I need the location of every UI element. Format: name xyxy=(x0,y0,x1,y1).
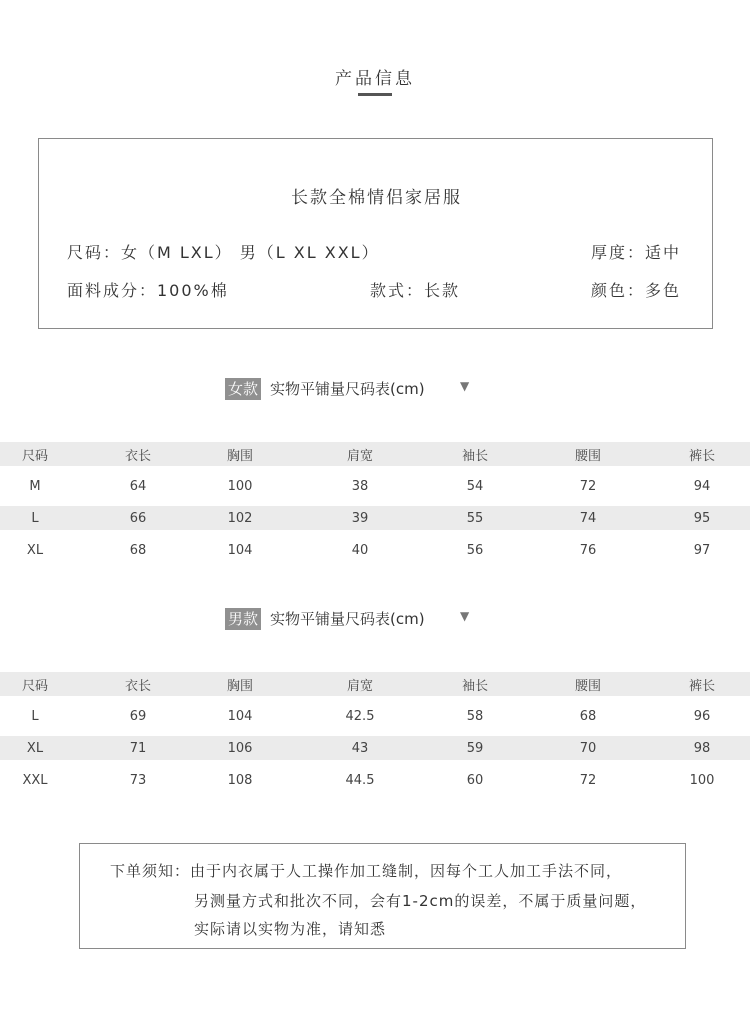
table-cell: XL xyxy=(26,542,44,558)
table-cell: M xyxy=(29,478,41,494)
table-cell: 100 xyxy=(227,478,253,494)
thickness-info: 厚度：适中 xyxy=(591,243,682,262)
product-info-box xyxy=(38,138,713,329)
men-chart-title: 实物平铺量尺码表(cm) xyxy=(270,610,425,628)
table-cell: 104 xyxy=(227,708,253,724)
notice-line-2: 另测量方式和批次不同，会有1-2cm的误差，不属于质量问题， xyxy=(194,892,647,910)
women-size-chart-heading xyxy=(0,378,750,402)
column-header: 肩宽 xyxy=(346,448,373,464)
table-cell: 71 xyxy=(129,740,147,756)
table-cell: 64 xyxy=(129,478,147,494)
table-cell: 68 xyxy=(129,542,147,558)
table-cell: 106 xyxy=(227,740,253,756)
table-cell: 100 xyxy=(689,772,715,788)
size-info: 尺码：女（M LXL） 男（L XL XXL） xyxy=(67,243,380,262)
table-cell: 56 xyxy=(466,542,484,558)
column-header: 胸围 xyxy=(226,448,253,464)
table-cell: 38 xyxy=(351,478,369,494)
column-header: 袖长 xyxy=(461,678,488,694)
column-header: 裤长 xyxy=(688,448,715,464)
women-tag: 女款 xyxy=(225,378,261,400)
title-underline xyxy=(358,93,392,96)
men-size-table xyxy=(0,672,750,800)
table-cell: 43 xyxy=(351,740,369,756)
table-cell: 42.5 xyxy=(345,708,375,724)
men-tag: 男款 xyxy=(225,608,261,630)
table-cell: 44.5 xyxy=(345,772,375,788)
table-cell: 58 xyxy=(466,708,484,724)
table-cell: 39 xyxy=(351,510,369,526)
table-cell: 98 xyxy=(693,740,711,756)
men-size-chart-heading xyxy=(0,608,750,632)
column-header: 肩宽 xyxy=(346,678,373,694)
column-header: 尺码 xyxy=(21,678,48,694)
notice-line-3: 实际请以实物为准，请知悉 xyxy=(194,920,387,938)
table-cell: 60 xyxy=(466,772,484,788)
table-cell: 55 xyxy=(466,510,484,526)
column-header: 尺码 xyxy=(21,448,48,464)
table-cell: 94 xyxy=(693,478,711,494)
table-cell: 76 xyxy=(579,542,597,558)
page-title: 产品信息 xyxy=(335,69,415,89)
chevron-down-icon: ▼ xyxy=(460,609,470,623)
column-header: 胸围 xyxy=(226,678,253,694)
women-size-table xyxy=(0,442,750,570)
table-cell: 74 xyxy=(579,510,597,526)
column-header: 衣长 xyxy=(124,678,151,694)
table-row xyxy=(0,466,750,506)
table-row xyxy=(0,736,750,760)
table-cell: 96 xyxy=(693,708,711,724)
product-name: 长款全棉情侣家居服 xyxy=(291,188,462,208)
table-cell: 95 xyxy=(693,510,711,526)
table-cell: 68 xyxy=(579,708,597,724)
table-cell: 72 xyxy=(579,478,597,494)
column-header: 袖长 xyxy=(461,448,488,464)
table-row xyxy=(0,760,750,800)
table-cell: XL xyxy=(26,740,44,756)
table-cell: 40 xyxy=(351,542,369,558)
table-cell: 102 xyxy=(227,510,253,526)
column-header: 裤长 xyxy=(688,678,715,694)
notice-line-1: 下单须知：由于内衣属于人工操作加工缝制，因每个工人加工手法不同， xyxy=(110,862,623,880)
column-header: 衣长 xyxy=(124,448,151,464)
table-row xyxy=(0,696,750,736)
column-header: 腰围 xyxy=(574,678,601,694)
column-header: 腰围 xyxy=(574,448,601,464)
order-notice-box xyxy=(79,843,686,949)
table-cell: 66 xyxy=(129,510,147,526)
table-cell: XXL xyxy=(22,772,48,788)
chevron-down-icon: ▼ xyxy=(460,379,470,393)
table-cell: 108 xyxy=(227,772,253,788)
color-info: 颜色：多色 xyxy=(591,281,682,300)
table-cell: 69 xyxy=(129,708,147,724)
table-header-row xyxy=(0,672,750,696)
table-cell: 73 xyxy=(129,772,147,788)
women-chart-title: 实物平铺量尺码表(cm) xyxy=(270,380,425,398)
table-cell: 70 xyxy=(579,740,597,756)
table-row xyxy=(0,506,750,530)
table-cell: 59 xyxy=(466,740,484,756)
style-info: 款式：长款 xyxy=(370,281,461,300)
table-cell: 104 xyxy=(227,542,253,558)
table-cell: 54 xyxy=(466,478,484,494)
table-header-row xyxy=(0,442,750,466)
fabric-info: 面料成分：100%棉 xyxy=(67,281,229,300)
table-cell: 72 xyxy=(579,772,597,788)
table-row xyxy=(0,530,750,570)
table-cell: L xyxy=(31,708,39,724)
table-cell: 97 xyxy=(693,542,711,558)
table-cell: L xyxy=(31,510,39,526)
